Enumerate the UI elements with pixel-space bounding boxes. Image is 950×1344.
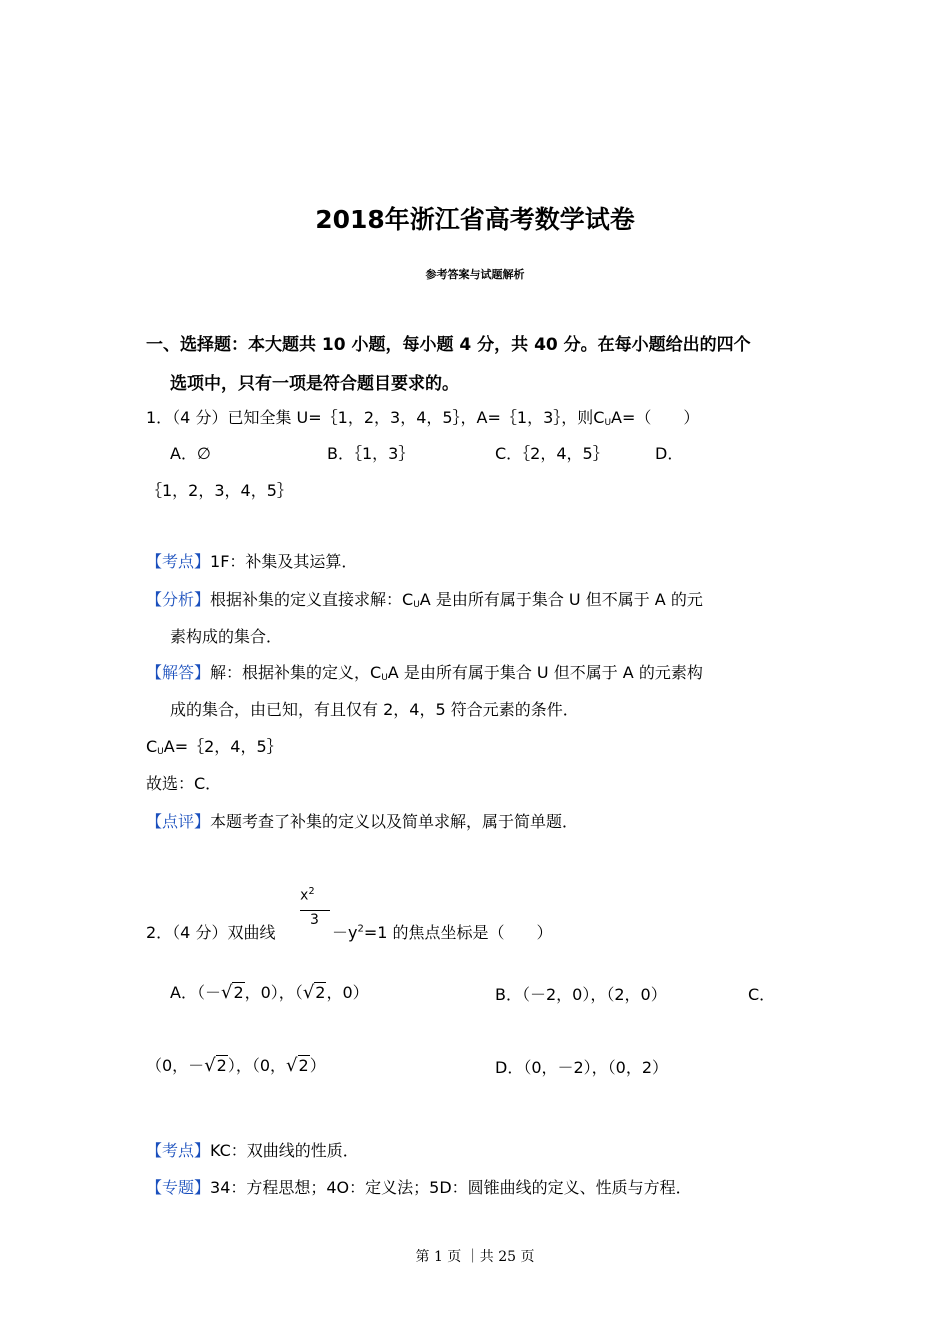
q2-kaodian-text: KC：双曲线的性质． — [210, 1141, 359, 1160]
q2-stem-rest — [332, 920, 553, 943]
page-title: 2018年浙江省高考数学试卷 — [315, 205, 635, 234]
q2-stem-part-a: 2．（4 分）双曲线 — [146, 923, 276, 942]
q1-result — [146, 734, 283, 757]
q1-dianping — [146, 809, 578, 832]
q1-jieda-line2: 成的集合，由已知，有且仅有 2，4，5 符合元素的条件． — [170, 700, 579, 719]
q1-fenxi — [146, 587, 703, 610]
q1-option-a: A．∅ — [170, 444, 211, 463]
q1-jieda — [146, 660, 703, 683]
sqrt-symbol: √2 — [302, 982, 326, 1003]
q1-stem-part-a: 1．（4 分）已知全集 U=｛1，2，3，4，5｝，A=｛1，3｝，则C — [146, 408, 605, 427]
q1-stem-sub: U — [604, 418, 612, 428]
q1-kaodian-tag: 【考点】 — [146, 552, 211, 571]
q2-option-a-part2: ，0），（ — [244, 983, 303, 1002]
q2-fraction-denominator: 3 — [310, 912, 319, 928]
q1-option-d-value: ｛1，2，3，4，5｝ — [146, 481, 293, 500]
q2-option-a-part1: A．（－ — [170, 983, 221, 1002]
sqrt-symbol: √2 — [204, 1055, 227, 1076]
page-subtitle: 参考答案与试题解析 — [425, 268, 525, 281]
q2-stem-part-c: =1 的焦点坐标是（ ） — [363, 923, 553, 942]
q2-stem-part-b: －y — [332, 923, 358, 942]
sqrt-symbol: √2 — [220, 982, 244, 1003]
q1-result-part-a: C — [146, 737, 158, 756]
q1-option-c: C．｛2，4，5｝ — [495, 444, 609, 463]
q1-kaodian-text: 1F：补集及其运算． — [210, 552, 358, 571]
section-heading-line2: 选项中，只有一项是符合题目要求的。 — [170, 374, 459, 394]
q2-kaodian-tag: 【考点】 — [146, 1141, 211, 1160]
page-footer: 第 1 页 ｜共 25 页 — [415, 1249, 535, 1265]
q1-fenxi-sub: U — [413, 600, 420, 610]
q1-fenxi-part-b: A 是由所有属于集合 U 但不属于 A 的元 — [419, 590, 703, 609]
q2-option-c-part3: ） — [309, 1056, 326, 1075]
q2-option-b: B．（－2，0），（2，0） — [495, 985, 667, 1004]
q2-option-a — [170, 980, 369, 1003]
q2-option-c-label: C． — [748, 985, 776, 1004]
q1-answer: 故选：C． — [146, 774, 222, 793]
q1-jieda-sub: U — [381, 673, 388, 683]
q2-option-c-part2: ），（0， — [227, 1056, 287, 1075]
q1-jieda-part-a: 解：根据补集的定义，C — [210, 663, 382, 682]
q1-result-part-b: A=｛2，4，5｝ — [163, 737, 283, 756]
q1-kaodian — [146, 549, 357, 572]
q2-fraction-bar — [300, 910, 330, 911]
q1-stem — [146, 405, 699, 428]
section-heading-line1: 一、选择题：本大题共 10 小题，每小题 4 分，共 40 分。在每小题给出的四个 — [146, 335, 751, 355]
q1-stem-part-b: A=（ ） — [611, 408, 700, 427]
q1-dianping-tag: 【点评】 — [146, 812, 211, 831]
q2-option-d: D．（0，－2），（0，2） — [495, 1058, 669, 1077]
q1-option-b: B．｛1，3｝ — [327, 444, 415, 463]
q2-option-a-part3: ，0） — [326, 983, 369, 1002]
q1-result-sub: U — [157, 747, 164, 757]
q2-zhuanti — [146, 1175, 692, 1198]
q1-fenxi-line2: 素构成的集合． — [170, 627, 283, 646]
q2-option-c-value — [146, 1053, 326, 1076]
q2-zhuanti-text: 34：方程思想；4O：定义法；5D：圆锥曲线的定义、性质与方程． — [210, 1178, 692, 1197]
q1-option-d-label: D． — [655, 444, 684, 463]
q1-jieda-tag: 【解答】 — [146, 663, 211, 682]
q2-stem-exponent: 2 — [357, 923, 364, 935]
q2-kaodian — [146, 1138, 359, 1161]
q1-fenxi-part-a: 根据补集的定义直接求解：C — [210, 590, 414, 609]
q2-option-c-part1: （0，－ — [146, 1056, 205, 1075]
sqrt-symbol: √2 — [286, 1055, 309, 1076]
q2-fraction-exponent: 2 — [308, 886, 315, 897]
q1-jieda-part-b: A 是由所有属于集合 U 但不属于 A 的元素构 — [387, 663, 703, 682]
q2-fraction-numerator: $x^2$ — [300, 886, 315, 904]
q1-dianping-text: 本题考查了补集的定义以及简单求解，属于简单题． — [210, 812, 579, 831]
q2-zhuanti-tag: 【专题】 — [146, 1178, 211, 1197]
q1-fenxi-tag: 【分析】 — [146, 590, 211, 609]
